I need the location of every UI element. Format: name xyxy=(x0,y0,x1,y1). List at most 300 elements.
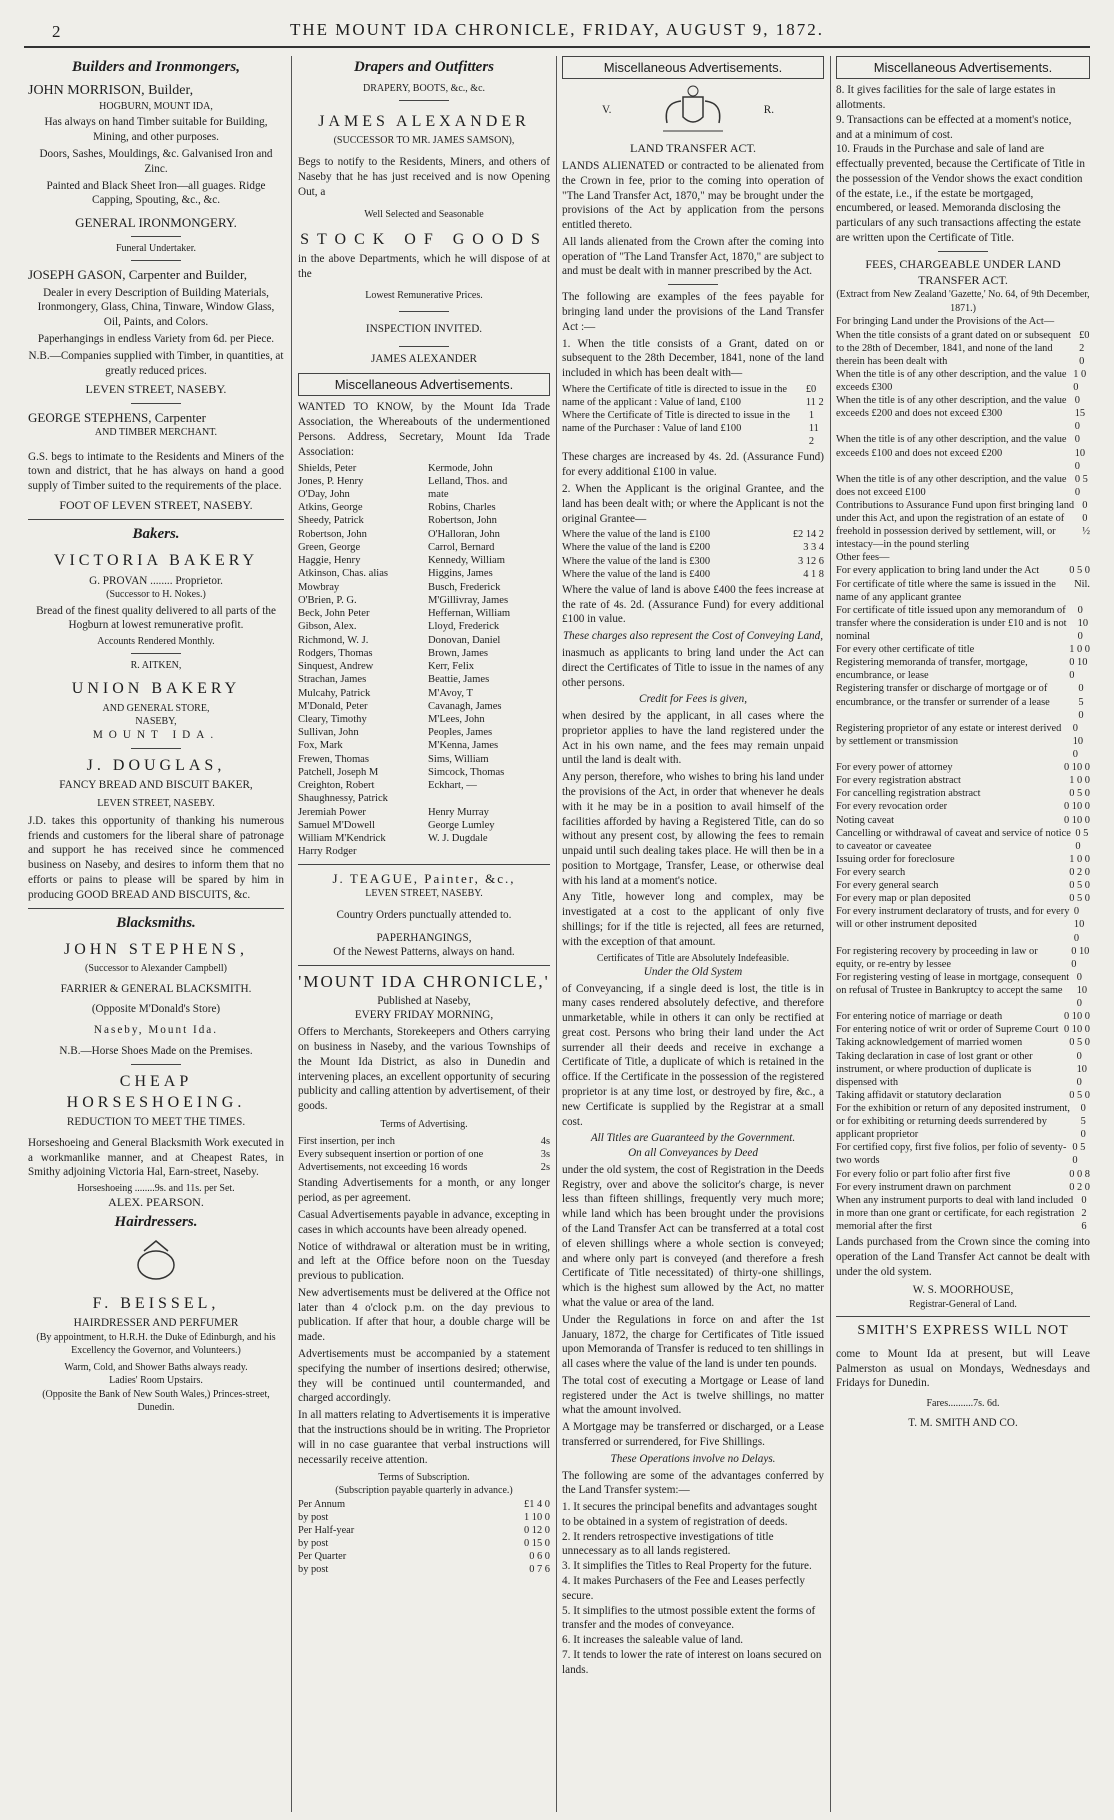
fee-label: Taking acknowledgement of married women xyxy=(836,1037,1023,1049)
fee-label: Noting caveat xyxy=(836,814,894,826)
fee-label: by post xyxy=(298,1564,329,1576)
fee-amount: 0 5 0 xyxy=(1072,1142,1086,1167)
fee-amount: 0 10 0 xyxy=(1064,814,1090,826)
fees-title: FEES, CHARGEABLE UNDER LAND TRANSFER ACT. xyxy=(865,256,1061,287)
fee-row xyxy=(836,1194,1090,1233)
advert-title: GEORGE STEPHENS, Carpenter xyxy=(28,410,207,426)
fee-amount: 0 5 0 xyxy=(1069,880,1090,892)
advert-fares: Fares..........7s. 6d. xyxy=(926,1398,1000,1410)
fee-examples-1 xyxy=(562,383,824,449)
fee-row xyxy=(836,971,1090,1010)
column-rule xyxy=(556,56,557,1812)
person-name: Atkins, George xyxy=(298,502,363,514)
advert-stephens xyxy=(28,409,284,514)
act-paragraph: The following are examples of the fees payable for bringing land under the provisions of the Land Transfer Act :— xyxy=(562,291,824,333)
fee-row xyxy=(836,787,1090,800)
advantage-item: 3. It simplifies the Titles to Real Property for the future. xyxy=(562,1560,812,1573)
fee-row xyxy=(298,1550,550,1563)
column-4 xyxy=(836,56,1090,1812)
advert-address: MOUNT IDA. xyxy=(92,728,220,741)
fee-label: For every revocation order xyxy=(836,801,948,813)
act-paragraph: 2. When the Applicant is the original Grantee, and the land has been dealt with; or where the Applicant is not the original Grantee— xyxy=(562,483,824,525)
fee-row xyxy=(836,827,1090,853)
advert-address: Naseby, Mount Ida. xyxy=(93,1024,219,1037)
person-name: Heffernan, William xyxy=(428,608,511,620)
person-name: Creighton, Robert xyxy=(298,780,375,792)
person-name: Cleary, Timothy xyxy=(298,713,367,725)
advert-alexander xyxy=(298,111,550,367)
person-name: Donovan, Daniel xyxy=(428,634,501,646)
advert-signature: ALEX. PEARSON. xyxy=(108,1195,204,1210)
act-subheading: These charges also represent the Cost of Conveying Land, xyxy=(562,630,824,643)
coat-of-arms-icon xyxy=(653,83,733,139)
advert-douglas xyxy=(28,755,284,903)
advert-chronicle xyxy=(298,971,550,1576)
fee-row xyxy=(836,1168,1090,1181)
missing-persons-list xyxy=(298,462,550,859)
person-name: M'Lees, John xyxy=(428,713,485,725)
fee-label: Cancelling or withdrawal of caveat and service of notice to caveator or caveatee xyxy=(836,827,1071,852)
person-name: Sheedy, Patrick xyxy=(298,515,364,527)
act-title: LAND TRANSFER ACT. xyxy=(630,141,756,156)
section-band: Miscellaneous Advertisements. xyxy=(298,373,550,396)
act-paragraph: The following are some of the advantages conferred by the Land Transfer system:— xyxy=(562,1469,824,1497)
fee-row xyxy=(836,866,1090,879)
advantage-item: 6. It increases the saleable value of land. xyxy=(562,1634,744,1647)
advert-title: UNION BAKERY xyxy=(71,680,241,698)
royal-arms xyxy=(562,83,824,139)
fee-amount: 0 5 0 xyxy=(1069,893,1090,905)
advantage-item: 8. It gives facilities for the sale of large estates in allotments. xyxy=(836,84,1056,111)
fee-amount: 0 5 0 xyxy=(1075,827,1089,852)
fee-label: Registering memoranda of transfer, mortgage, encumbrance, or lease xyxy=(836,657,1028,682)
fee-label: Other fees— xyxy=(836,552,890,564)
advert-title: SMITH'S EXPRESS WILL NOT xyxy=(857,1323,1069,1339)
act-paragraph: under the old system, the cost of Registration in the Deeds Registry, over and above the solicitor's charge, is never less than fifteen shillings, frequently very much more; while land which has been brought under the provisions of the Land Transfer Act can be transferred at a total cost of eleven shillings where a whole section is conveyed; and where only part is conveyed (and therefore a fresh Certificate of Title necessitated) of thirty-one shillings, which is the highest sum allowed by the Act, no matter what the value or area of the land. xyxy=(562,1163,824,1309)
fee-label: Per Quarter xyxy=(298,1551,347,1563)
subscription-terms xyxy=(298,1498,550,1577)
fee-label: When the title is of any other description, and the value exceeds £200 and does not exceed £300 xyxy=(836,395,1067,420)
section-heading: Builders and Ironmongers, xyxy=(72,59,240,75)
fee-label: For registering recovery by proceeding in law or equity, or re-entry by lessee xyxy=(836,945,1038,970)
person-name: Eckhart, — xyxy=(428,780,477,792)
act-subheading: On all Conveyances by Deed xyxy=(628,1147,758,1160)
fee-label: Where the Certificate of title is directed to issue in the name of the applicant : Value of land, £100 xyxy=(562,383,788,409)
fee-row xyxy=(836,879,1090,892)
fee-label: Issuing order for foreclosure xyxy=(836,853,955,865)
fee-row xyxy=(298,1498,550,1511)
person-name: W. J. Dugdale xyxy=(428,833,488,845)
advert-text: Bread of the finest quality delivered to all parts of the Hogburn at lowest remunerative profit. xyxy=(36,604,276,632)
act-paragraph: A Mortgage may be transferred or discharged, or a Lease transferred or surrendered, for Five Shillings. xyxy=(562,1421,824,1448)
advert-title: J. TEAGUE, Painter, &c., xyxy=(332,870,516,886)
fee-row xyxy=(836,656,1090,682)
advert-text: Lowest Remunerative Prices. xyxy=(365,290,483,302)
fee-label: When the title is of any other description, and the value exceeds £300 xyxy=(836,368,1067,393)
advert-text: Country Orders punctually attended to. xyxy=(336,908,512,921)
fee-row xyxy=(836,499,1090,551)
section-band: Miscellaneous Advertisements. xyxy=(836,56,1090,79)
advert-text: Standing Advertisements for a month, or any longer period, as per agreement. xyxy=(298,1177,550,1205)
fee-row xyxy=(836,1036,1090,1049)
fee-row xyxy=(836,1089,1090,1102)
advert-text: WANTED TO KNOW, by the Mount Ida Trade Association, the Whereabouts of the undermentioned Persons. Address, Secretary, Mount Ida Trade Association: xyxy=(298,401,550,458)
names-column-left xyxy=(298,462,420,859)
person-name: Busch, Frederick xyxy=(428,581,501,593)
fee-amount: 1 11 2 xyxy=(808,410,819,448)
fee-row xyxy=(836,1102,1090,1141)
page-number: 2 xyxy=(52,22,63,41)
fee-label: For the exhibition or return of any deposited instrument, or for exhibiting or returning deeds surrendered by applicant proprietor xyxy=(836,1102,1071,1141)
fee-amount: £0 11 2 xyxy=(805,383,824,409)
person-name: Green, George xyxy=(298,541,361,553)
fee-row xyxy=(836,329,1090,368)
column-2 xyxy=(298,56,550,1812)
fee-row xyxy=(562,528,824,541)
fee-row xyxy=(836,368,1090,394)
advantage-item: 5. It simplifies to the utmost possible extent the forms of transfer and the modes of conveyance. xyxy=(562,1604,816,1632)
advert-title: F. BEISSEL, xyxy=(92,1294,220,1312)
person-name: Fox, Mark xyxy=(298,740,343,752)
fee-row xyxy=(836,604,1090,643)
section-heading: Bakers. xyxy=(132,525,180,542)
advantage-item: 1. It secures the principal benefits and advantages sought to be obtained in a system of registration of deeds. xyxy=(562,1501,818,1528)
person-name: Sinquest, Andrew xyxy=(298,661,374,673)
advert-address: FOOT OF LEVEN STREET, NASEBY. xyxy=(59,497,253,512)
fee-amount: 3s xyxy=(540,1149,550,1161)
advert-text: N.B.—Horse Shoes Made on the Premises. xyxy=(59,1044,253,1057)
act-subheading: Certificates of Title are Absolutely Indefeasible. xyxy=(596,952,790,964)
fee-amount: 0 6 0 xyxy=(529,1551,550,1563)
advert-subtitle: (Successor to Alexander Campbell) xyxy=(85,963,227,975)
fee-row xyxy=(562,383,824,409)
fee-amount: 3 3 4 xyxy=(803,542,824,554)
fee-row xyxy=(836,722,1090,761)
fee-label: For every application to bring land under the Act xyxy=(836,565,1040,577)
fee-amount: 0 5 0 xyxy=(1069,788,1090,800)
advert-text: Of the Newest Patterns, always on hand. xyxy=(333,946,515,959)
person-name: Patchell, Joseph M xyxy=(298,766,379,778)
fee-amount: 0 10 0 xyxy=(1071,945,1090,970)
fee-label: For every registration abstract xyxy=(836,775,961,787)
advert-text: come to Mount Ida at present, but will Leave Palmerston as usual on Mondays, Wednesdays and Fridays for Dunedin. xyxy=(836,1347,1090,1390)
fee-label: Registering transfer or discharge of mortgage or of encumbrance, or the transfer or surrender of a lease xyxy=(836,683,1050,708)
fee-amount: 1 0 0 xyxy=(1069,775,1090,787)
advert-gason xyxy=(28,266,284,398)
royal-cypher-r: R. xyxy=(763,104,774,117)
advantages-list xyxy=(562,1500,824,1677)
person-name: Henry Murray xyxy=(428,806,489,818)
person-name: Harry Rodger xyxy=(298,846,357,858)
advert-subtitle: REDUCTION TO MEET THE TIMES. xyxy=(66,1115,246,1128)
fee-label: Advertisements, not exceeding 16 words xyxy=(298,1162,468,1174)
fee-amount: 0 5 0 xyxy=(1074,473,1088,498)
person-name: Sullivan, John xyxy=(298,727,359,739)
person-name: William M'Kendrick xyxy=(298,833,386,845)
advert-subtitle: FANCY BREAD AND BISCUIT BAKER, xyxy=(59,778,253,791)
person-name: Haggie, Henry xyxy=(298,555,361,567)
fee-schedule xyxy=(836,329,1090,1234)
fee-amount: £2 14 2 xyxy=(792,529,824,541)
fee-row xyxy=(298,1511,550,1524)
advert-union xyxy=(28,659,284,742)
advert-text: J.D. takes this opportunity of thanking his numerous friends and customers for the liberal share of patronage and support he has received since he commenced business on Naseby, and desires to inform them that no efforts or pains to please will be spared by him in producing GOOD BREAD AND BISCUITS, &c. xyxy=(28,814,284,901)
fee-label: Per Half-year xyxy=(298,1524,355,1536)
fee-amount: 0 10 0 xyxy=(1076,1050,1087,1088)
fee-amount: 0 10 0 xyxy=(1077,604,1089,643)
fee-row xyxy=(298,1135,550,1148)
advert-text: Begs to notify to the Residents, Miners, and others of Naseby that he has just received and is now Opening Out, a xyxy=(298,156,550,198)
fee-label: For every other certificate of title xyxy=(836,644,975,656)
fee-row xyxy=(836,905,1090,944)
fee-amount: 0 5 0 xyxy=(1069,1037,1090,1049)
fees-intro: For bringing Land under the Provisions of the Act— xyxy=(836,315,1055,327)
person-name: Lloyd, Frederick xyxy=(428,621,500,633)
person-name: O'Day, John xyxy=(298,488,350,500)
fee-row xyxy=(562,568,824,581)
person-name: M'Kenna, James xyxy=(428,740,499,752)
advert-text: Accounts Rendered Monthly. xyxy=(97,636,215,648)
person-name: George Lumley xyxy=(428,819,495,831)
advert-address: NASEBY, xyxy=(135,715,177,727)
fee-label: Where the value of the land is £400 xyxy=(562,568,711,580)
person-name: Robins, Charles xyxy=(428,502,496,514)
fee-amount: 0 0 ½ xyxy=(1082,499,1090,538)
person-name: Kennedy, William xyxy=(428,555,505,567)
fee-label: For every folio or part folio after first five xyxy=(836,1168,1011,1180)
fee-label: For every instrument declaratory of trusts, and for every will or other instrument deposited xyxy=(836,906,1070,931)
fee-amount: 0 15 0 xyxy=(524,1537,550,1549)
fee-label: For every general search xyxy=(836,880,939,892)
fee-row xyxy=(836,774,1090,787)
fee-row xyxy=(298,1148,550,1161)
advert-text: Notice of withdrawal or alteration must be in writing, and left at the Office before noon on the Tuesday previous to publication. xyxy=(298,1240,550,1283)
fee-amount: 0 10 0 xyxy=(1074,434,1086,472)
person-name: Jeremiah Power xyxy=(298,806,366,818)
advert-text: Ladies' Room Upstairs. xyxy=(109,1375,203,1387)
act-subheading: All Titles are Guaranteed by the Government. xyxy=(590,1132,796,1145)
person-name: Carrol, Bernard xyxy=(428,541,495,553)
person-name xyxy=(428,845,550,858)
fee-row xyxy=(836,892,1090,905)
act-paragraph: 1. When the title consists of a Grant, dated on or subsequent to the 28th December, 1841, none of the land included in which has been dealt with— xyxy=(562,337,824,380)
fee-amount: 4 1 8 xyxy=(803,568,824,580)
masthead xyxy=(24,20,1090,48)
advert-teague xyxy=(298,870,550,961)
advert-text: in the above Departments, which he will dispose of at the xyxy=(298,252,550,280)
advert-subtitle: HAIRDRESSER AND PERFUMER xyxy=(73,1317,239,1329)
fee-row xyxy=(836,578,1090,604)
person-name: Frewen, Thomas xyxy=(298,753,370,765)
fee-amount: 0 12 0 xyxy=(524,1524,550,1536)
advert-text: (Subscription payable quarterly in advance.) xyxy=(335,1485,513,1497)
advert-text: (Opposite M'Donald's Store) xyxy=(91,1003,221,1016)
person-name: Kermode, John xyxy=(428,462,493,474)
fee-row xyxy=(836,814,1090,827)
fee-amount: 1 0 0 xyxy=(1069,853,1090,865)
person-name: Robertson, John xyxy=(428,515,497,527)
person-name: Shields, Peter xyxy=(298,462,357,474)
fee-amount: 1 0 0 xyxy=(1069,644,1090,656)
advantage-item: 4. It makes Purchasers of the Fee and Leases perfectly secure. xyxy=(562,1575,805,1602)
section-heading: Drapers and Outfitters xyxy=(353,59,495,75)
section-heading: Hairdressers. xyxy=(114,1214,198,1231)
fee-label: by post xyxy=(298,1511,329,1523)
person-name: Jones, P. Henry xyxy=(298,475,364,487)
fee-amount: £1 4 0 xyxy=(524,1498,550,1510)
advert-text: Well Selected and Seasonable xyxy=(364,208,484,220)
fee-amount: 2s xyxy=(540,1162,550,1174)
advert-subtitle: (SUCCESSOR TO MR. JAMES SAMSON), xyxy=(333,135,515,147)
person-name: Rodgers, Thomas xyxy=(298,647,373,659)
fee-label: For cancelling registration abstract xyxy=(836,788,981,800)
act-subheading: These Operations involve no Delays. xyxy=(610,1452,776,1465)
fee-amount: 0 2 0 xyxy=(1069,867,1090,878)
advert-text: Casual Advertisements payable in advance, excepting in cases in which accounts have been already opened. xyxy=(298,1209,550,1236)
fee-label: For every map or plan deposited xyxy=(836,893,971,905)
advert-heading: Terms of Advertising. xyxy=(380,1118,468,1130)
act-paragraph: inasmuch as applicants to bring land under the Act can direct the Certificates of Title to issue in the names of any other persons. xyxy=(562,646,824,689)
advert-subtitle: EVERY FRIDAY MORNING, xyxy=(354,1009,494,1022)
advert-text: Horseshoeing ........9s. and 11s. per Set. xyxy=(77,1183,235,1195)
fee-amount: 0 10 0 xyxy=(1073,906,1085,944)
fee-label: Where the Certificate of Title is directed to issue in the name of the Purchaser : Value of land £100 xyxy=(562,410,790,435)
advert-smith xyxy=(836,1322,1090,1431)
fee-row xyxy=(298,1537,550,1550)
person-name: Lelland, Thos. and xyxy=(428,475,508,487)
advert-text: N.B.—Companies supplied with Timber, in quantities, at greatly reduced prices. xyxy=(28,349,284,377)
fee-label: Every subsequent insertion or portion of one xyxy=(298,1149,484,1161)
fee-label: When the title consists of a grant dated on or subsequent to the 28th of December, 1841, and none of the land therein has been dealt with xyxy=(836,329,1071,367)
fee-label: Where the value of the land is £300 xyxy=(562,555,711,567)
act-paragraph: Under the Regulations in force on and after the 1st January, 1872, the charge for Certificates of Title issued upon Memoranda of Transfer is reduced to ten shillings in all cases where the value of the land is under ten pounds. xyxy=(562,1313,824,1371)
advert-subtitle: DRAPERY, BOOTS, &c., &c. xyxy=(362,82,486,94)
advantage-item: 9. Transactions can be effected at a moment's notice, and at a minimum of cost. xyxy=(836,113,1072,141)
fee-amount: 0 2 6 xyxy=(1081,1194,1087,1232)
fee-label: For every search xyxy=(836,867,906,878)
advert-heading: Funeral Undertaker. xyxy=(116,243,196,255)
person-name: Beattie, James xyxy=(428,674,490,686)
fee-amount: 4s xyxy=(540,1136,550,1148)
act-paragraph: These charges are increased by 4s. 2d. (Assurance Fund) for every additional £100 in value. xyxy=(562,451,824,479)
advertising-terms xyxy=(298,1135,550,1174)
fee-label: For entering notice of writ or order of Supreme Court xyxy=(836,1024,1059,1036)
advert-heading: Terms of Subscription. xyxy=(378,1472,470,1484)
person-name: Sims, William xyxy=(428,753,489,765)
act-paragraph: The total cost of executing a Mortgage or Lease of land registered under the Act is twelve shillings, no matter what the amount involved. xyxy=(562,1374,824,1417)
fee-row xyxy=(562,409,824,448)
person-name: Peoples, James xyxy=(428,727,493,739)
fee-row xyxy=(836,473,1090,499)
fee-amount: 0 0 8 xyxy=(1069,1168,1090,1180)
advert-subtitle: AND GENERAL STORE, xyxy=(102,702,210,714)
advert-address: (Opposite the Bank of New South Wales,) Princes-street, Dunedin. xyxy=(42,1388,270,1413)
act-paragraph: Any person, therefore, who wishes to bring his land under the provisions of the Act, in order that whenever he deals with it he may be in a position to avail himself of the facilities afforded by having a Registered Title, can do so without any present cost, by allowing the fees to remain unpaid until such dealing takes place. He will then be in a position to Mortgage, Transfer, Lease, or otherwise deal with his land at a moment's notice. xyxy=(562,771,824,887)
advert-title: VICTORIA BAKERY xyxy=(53,552,259,570)
fee-amount: 0 10 0 xyxy=(1072,722,1084,761)
advert-address: LEVEN STREET, NASEBY. xyxy=(365,887,483,899)
names-column-right xyxy=(428,462,550,859)
fee-label: Where the value of the land is £200 xyxy=(562,542,711,554)
advantage-item: 10. Frauds in the Purchase and sale of land are effectually prevented, because the Certificate of Title in the possession of the Vendor shows the exact condition of the estate, i.e., if the estate be mortgaged, encumbered, or leased. Memoranda disclosing the particulars of any such transactions affecting the estate are written upon the Certificate of Title. xyxy=(836,143,1085,244)
person-name: Robertson, John xyxy=(298,528,367,540)
fee-amount: £0 2 0 xyxy=(1079,329,1090,367)
column-3 xyxy=(562,56,824,1812)
advert-title: JOSEPH GASON, Carpenter and Builder, xyxy=(28,267,248,283)
fee-amount: 0 7 6 xyxy=(529,1564,550,1576)
advert-text: FARRIER & GENERAL BLACKSMITH. xyxy=(60,982,252,995)
act-subheading: Credit for Fees is given, xyxy=(638,693,748,706)
fee-amount: 3 12 6 xyxy=(798,555,824,567)
fee-amount: 0 5 0 xyxy=(1078,683,1084,721)
fee-row xyxy=(836,1181,1090,1194)
advert-address: LEVEN STREET, NASEBY. xyxy=(97,797,215,809)
act-paragraph: All lands alienated from the Crown after the coming into operation of "The Land Transfer Act, 1870," are subject to and must be dealt with in manner prescribed by the Act. xyxy=(562,235,824,278)
fee-row xyxy=(836,433,1090,472)
advert-title: JOHN STEPHENS, xyxy=(63,941,248,959)
advantage-item: 7. It tends to lower the rate of interest on loans secured on lands. xyxy=(562,1648,822,1676)
person-name: M'Gillivray, James xyxy=(428,594,509,606)
crest-icon xyxy=(116,1237,196,1287)
fee-row xyxy=(836,394,1090,433)
column-1 xyxy=(28,56,284,1812)
advert-title: J. DOUGLAS, xyxy=(86,756,226,774)
fee-amount: 0 5 0 xyxy=(1069,565,1090,577)
advert-victoria xyxy=(28,550,284,648)
advert-text: Warm, Cold, and Shower Baths always ready. xyxy=(64,1362,248,1374)
fee-label: Registering proprietor of any estate or interest derived by settlement or transmission xyxy=(836,722,1062,747)
advert-address: LEVEN STREET, NASEBY. xyxy=(85,382,227,397)
advantage-item: 2. It renders retrospective investigations of title unnecessary as to all lands registered. xyxy=(562,1530,774,1558)
act-paragraph: Where the value of land is above £400 the fees increase at the rate of 4s. 2d. (Assurance Fund) for every additional £100 in value. xyxy=(562,583,824,626)
person-name: Beck, John Peter xyxy=(298,608,370,620)
advert-text: Horseshoeing and General Blacksmith Work executed in a workmanlike manner, and at Cheapest Rates, in Smithy adjoining Victoria Hal, Earn-street, Naseby. xyxy=(28,1136,284,1179)
advert-text: Dealer in every Description of Building Materials, Ironmongery, Glass, China, Tinware, Window Glass, Oil, Paints, and Colors. xyxy=(37,286,275,329)
person-name: M'Avoy, T xyxy=(428,687,473,699)
advert-subtitle: G. PROVAN ........ Proprietor. xyxy=(89,574,223,587)
advert-signature: W. S. MOORHOUSE, xyxy=(912,1284,1014,1297)
fee-row xyxy=(836,1050,1090,1089)
act-paragraph: of Conveyancing, if a single deed is lost, the title is in many cases rendered absolutely defective, and therefore unmarketable, while in others it can only be rectified at great cost. Persons who bring their land under the Act surrender all their deeds and receive in exchange a Certificate of Title, a duplicate of which is retained in the office. If the Certificate in the possession of the registered proprietor is at any time lost, or destroyed by fire, &c., a new Certificate is supplied by the Registrar at a small cost. xyxy=(562,982,824,1128)
fee-label: For every instrument drawn on parchment xyxy=(836,1181,1012,1193)
fee-label: For entering notice of marriage or death xyxy=(836,1011,1003,1023)
fees-closing: Lands purchased from the Crown since the coming into operation of the Land Transfer Act cannot be dealt with under the old system. xyxy=(836,1236,1090,1278)
fee-amount: 1 0 0 xyxy=(1073,368,1087,393)
act-paragraph: LANDS ALIENATED or contracted to be alienated from the Crown in fee, prior to the coming into operation of "The Land Transfer Act, 1870," may be brought under the provisions of the Act by application from the persons entitled thereto. xyxy=(562,159,824,232)
fee-amount: 0 15 0 xyxy=(1074,395,1086,433)
royal-cypher-v: V. xyxy=(602,104,612,117)
fee-label: by post xyxy=(298,1537,329,1549)
fee-amount: 0 10 0 xyxy=(1069,657,1088,682)
advert-title: CHEAP HORSESHOEING. xyxy=(66,1072,246,1111)
advert-text: Has always on hand Timber suitable for Building, Mining, and other purposes. xyxy=(44,116,268,144)
fee-amount: 0 10 0 xyxy=(1076,971,1088,1010)
advert-jstephens xyxy=(28,939,284,1058)
fee-row xyxy=(298,1161,550,1174)
advert-subtitle: AND TIMBER MERCHANT. xyxy=(94,427,218,439)
masthead-title: THE MOUNT IDA CHRONICLE, FRIDAY, AUGUST 9, 1872. xyxy=(289,20,825,39)
advantages-list-continued xyxy=(836,83,1090,246)
section-heading: Blacksmiths. xyxy=(116,914,196,931)
fee-label: Taking affidavit or statutory declaration xyxy=(836,1089,1002,1101)
person-name: Higgins, James xyxy=(428,568,493,580)
person-name: Mulcahy, Patrick xyxy=(298,687,371,699)
advert-wanted xyxy=(298,400,550,858)
fee-label: Where the value of the land is £100 xyxy=(562,529,711,541)
act-subheading: Under the Old System xyxy=(643,965,743,978)
fee-label: For certificate of title issued upon any memorandum of transfer where the consideration is under £10 and is not nominal xyxy=(836,604,1067,643)
advert-pearson xyxy=(28,1071,284,1211)
